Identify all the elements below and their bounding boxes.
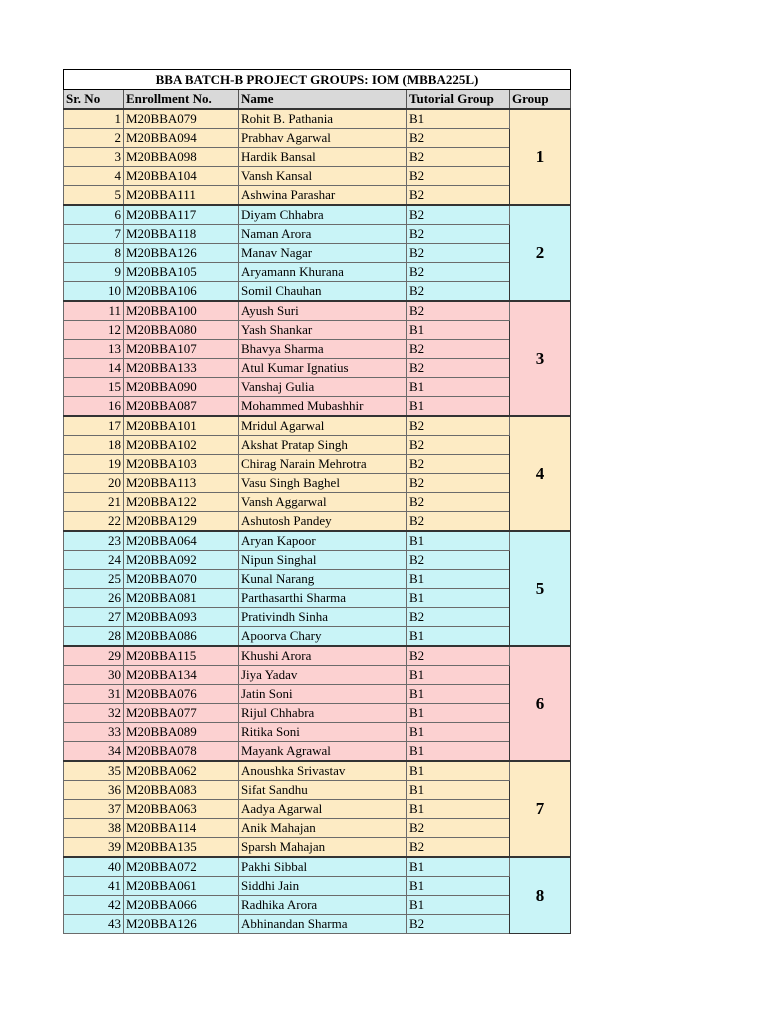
table-row [64, 627, 571, 647]
table-row [64, 857, 571, 877]
cell-name[interactable]: Vanshaj Gulia [239, 378, 407, 397]
cell-sr-no[interactable]: 19 [64, 455, 124, 474]
cell-enrollment-no[interactable]: M20BBA083 [124, 781, 239, 800]
cell-name[interactable]: Mridul Agarwal [239, 416, 407, 436]
header-group[interactable]: Group [510, 90, 571, 110]
table-row [64, 704, 571, 723]
cell-group-number[interactable]: 5 [510, 531, 571, 646]
table-row [64, 608, 571, 627]
header-tutorial-group[interactable]: Tutorial Group [407, 90, 510, 110]
cell-tutorial-group[interactable]: B2 [407, 148, 510, 167]
cell-name[interactable]: Pakhi Sibbal [239, 857, 407, 877]
cell-enrollment-no[interactable]: M20BBA061 [124, 877, 239, 896]
cell-tutorial-group[interactable]: B2 [407, 225, 510, 244]
cell-enrollment-no[interactable]: M20BBA134 [124, 666, 239, 685]
header-row [64, 90, 571, 110]
cell-name[interactable]: Ayush Suri [239, 301, 407, 321]
table-row [64, 551, 571, 570]
cell-sr-no[interactable]: 22 [64, 512, 124, 532]
cell-tutorial-group[interactable]: B2 [407, 838, 510, 858]
cell-sr-no[interactable]: 5 [64, 186, 124, 206]
table-row [64, 474, 571, 493]
cell-name[interactable]: Jiya Yadav [239, 666, 407, 685]
table-row [64, 225, 571, 244]
cell-enrollment-no[interactable]: M20BBA078 [124, 742, 239, 762]
cell-tutorial-group[interactable]: B1 [407, 397, 510, 417]
table-row [64, 838, 571, 858]
table-row [64, 378, 571, 397]
cell-tutorial-group[interactable]: B1 [407, 742, 510, 762]
cell-tutorial-group[interactable]: B2 [407, 474, 510, 493]
cell-sr-no[interactable]: 8 [64, 244, 124, 263]
table-row [64, 186, 571, 206]
cell-enrollment-no[interactable]: M20BBA113 [124, 474, 239, 493]
cell-tutorial-group[interactable]: B1 [407, 896, 510, 915]
cell-sr-no[interactable]: 33 [64, 723, 124, 742]
cell-tutorial-group[interactable]: B1 [407, 627, 510, 647]
cell-tutorial-group[interactable]: B2 [407, 263, 510, 282]
cell-name[interactable]: Parthasarthi Sharma [239, 589, 407, 608]
table-row [64, 397, 571, 417]
cell-enrollment-no[interactable]: M20BBA107 [124, 340, 239, 359]
cell-tutorial-group[interactable]: B2 [407, 244, 510, 263]
cell-sr-no[interactable]: 38 [64, 819, 124, 838]
cell-enrollment-no[interactable]: M20BBA114 [124, 819, 239, 838]
header-name[interactable]: Name [239, 90, 407, 110]
cell-group-number[interactable]: 7 [510, 761, 571, 857]
table-row [64, 646, 571, 666]
cell-tutorial-group[interactable]: B1 [407, 589, 510, 608]
cell-sr-no[interactable]: 40 [64, 857, 124, 877]
cell-enrollment-no[interactable]: M20BBA092 [124, 551, 239, 570]
cell-sr-no[interactable]: 11 [64, 301, 124, 321]
cell-enrollment-no[interactable]: M20BBA062 [124, 761, 239, 781]
cell-name[interactable]: Nipun Singhal [239, 551, 407, 570]
cell-sr-no[interactable]: 37 [64, 800, 124, 819]
header-sr-no[interactable]: Sr. No [64, 90, 124, 110]
cell-tutorial-group[interactable]: B1 [407, 877, 510, 896]
spreadsheet [63, 69, 570, 934]
cell-sr-no[interactable]: 1 [64, 109, 124, 129]
cell-name[interactable]: Anik Mahajan [239, 819, 407, 838]
cell-enrollment-no[interactable]: M20BBA080 [124, 321, 239, 340]
cell-sr-no[interactable]: 16 [64, 397, 124, 417]
cell-sr-no[interactable]: 28 [64, 627, 124, 647]
table-row [64, 742, 571, 762]
cell-sr-no[interactable]: 10 [64, 282, 124, 302]
table-body [64, 109, 571, 934]
table-row [64, 723, 571, 742]
cell-tutorial-group[interactable]: B1 [407, 531, 510, 551]
cell-name[interactable]: Diyam Chhabra [239, 205, 407, 225]
cell-enrollment-no[interactable]: M20BBA129 [124, 512, 239, 532]
cell-enrollment-no[interactable]: M20BBA122 [124, 493, 239, 512]
cell-sr-no[interactable]: 36 [64, 781, 124, 800]
cell-tutorial-group[interactable]: B2 [407, 493, 510, 512]
cell-name[interactable]: Anoushka Srivastav [239, 761, 407, 781]
cell-sr-no[interactable]: 35 [64, 761, 124, 781]
header-enrollment-no[interactable]: Enrollment No. [124, 90, 239, 110]
cell-tutorial-group[interactable]: B1 [407, 570, 510, 589]
cell-sr-no[interactable]: 15 [64, 378, 124, 397]
cell-tutorial-group[interactable]: B1 [407, 704, 510, 723]
table-row [64, 455, 571, 474]
cell-sr-no[interactable]: 17 [64, 416, 124, 436]
cell-name[interactable]: Ritika Soni [239, 723, 407, 742]
cell-enrollment-no[interactable]: M20BBA133 [124, 359, 239, 378]
cell-enrollment-no[interactable]: M20BBA104 [124, 167, 239, 186]
cell-tutorial-group[interactable]: B1 [407, 109, 510, 129]
cell-sr-no[interactable]: 31 [64, 685, 124, 704]
table-row [64, 244, 571, 263]
cell-name[interactable]: Atul Kumar Ignatius [239, 359, 407, 378]
cell-sr-no[interactable]: 14 [64, 359, 124, 378]
cell-sr-no[interactable]: 13 [64, 340, 124, 359]
cell-sr-no[interactable]: 41 [64, 877, 124, 896]
table-row [64, 436, 571, 455]
cell-sr-no[interactable]: 32 [64, 704, 124, 723]
cell-tutorial-group[interactable]: B1 [407, 321, 510, 340]
table-row [64, 781, 571, 800]
cell-tutorial-group[interactable]: B1 [407, 666, 510, 685]
cell-tutorial-group[interactable]: B2 [407, 551, 510, 570]
cell-tutorial-group[interactable]: B2 [407, 167, 510, 186]
cell-enrollment-no[interactable]: M20BBA105 [124, 263, 239, 282]
cell-tutorial-group[interactable]: B2 [407, 455, 510, 474]
table-row [64, 800, 571, 819]
table-row [64, 493, 571, 512]
cell-sr-no[interactable]: 42 [64, 896, 124, 915]
table-row [64, 416, 571, 436]
cell-tutorial-group[interactable]: B1 [407, 685, 510, 704]
cell-name[interactable]: Ashutosh Pandey [239, 512, 407, 532]
cell-name[interactable]: Aryamann Khurana [239, 263, 407, 282]
cell-name[interactable]: Kunal Narang [239, 570, 407, 589]
cell-enrollment-no[interactable]: M20BBA076 [124, 685, 239, 704]
cell-enrollment-no[interactable]: M20BBA101 [124, 416, 239, 436]
cell-enrollment-no[interactable]: M20BBA126 [124, 244, 239, 263]
cell-sr-no[interactable]: 24 [64, 551, 124, 570]
cell-tutorial-group[interactable]: B2 [407, 340, 510, 359]
cell-enrollment-no[interactable]: M20BBA081 [124, 589, 239, 608]
table-row [64, 301, 571, 321]
cell-sr-no[interactable]: 23 [64, 531, 124, 551]
cell-enrollment-no[interactable]: M20BBA100 [124, 301, 239, 321]
cell-enrollment-no[interactable]: M20BBA070 [124, 570, 239, 589]
cell-tutorial-group[interactable]: B2 [407, 436, 510, 455]
cell-name[interactable]: Vasu Singh Baghel [239, 474, 407, 493]
cell-enrollment-no[interactable]: M20BBA066 [124, 896, 239, 915]
cell-name[interactable]: Naman Arora [239, 225, 407, 244]
cell-name[interactable]: Bhavya Sharma [239, 340, 407, 359]
cell-tutorial-group[interactable]: B1 [407, 800, 510, 819]
cell-sr-no[interactable]: 2 [64, 129, 124, 148]
table-row [64, 148, 571, 167]
cell-name[interactable]: Radhika Arora [239, 896, 407, 915]
title-row [64, 70, 571, 90]
table-row [64, 359, 571, 378]
cell-sr-no[interactable]: 30 [64, 666, 124, 685]
cell-sr-no[interactable]: 39 [64, 838, 124, 858]
cell-enrollment-no[interactable]: M20BBA079 [124, 109, 239, 129]
cell-name[interactable]: Vansh Kansal [239, 167, 407, 186]
table-row [64, 685, 571, 704]
cell-enrollment-no[interactable]: M20BBA077 [124, 704, 239, 723]
cell-enrollment-no[interactable]: M20BBA098 [124, 148, 239, 167]
cell-tutorial-group[interactable]: B1 [407, 857, 510, 877]
cell-enrollment-no[interactable]: M20BBA126 [124, 915, 239, 934]
cell-tutorial-group[interactable]: B1 [407, 781, 510, 800]
cell-tutorial-group[interactable]: B2 [407, 512, 510, 532]
cell-tutorial-group[interactable]: B2 [407, 608, 510, 627]
cell-tutorial-group[interactable]: B2 [407, 282, 510, 302]
cell-group-number[interactable]: 2 [510, 205, 571, 301]
cell-name[interactable]: Hardik Bansal [239, 148, 407, 167]
cell-name[interactable]: Ashwina Parashar [239, 186, 407, 206]
cell-group-number[interactable]: 6 [510, 646, 571, 761]
cell-tutorial-group[interactable]: B2 [407, 915, 510, 934]
table-row [64, 282, 571, 302]
cell-sr-no[interactable]: 43 [64, 915, 124, 934]
cell-enrollment-no[interactable]: M20BBA111 [124, 186, 239, 206]
table-row [64, 205, 571, 225]
cell-name[interactable]: Sparsh Mahajan [239, 838, 407, 858]
cell-group-number[interactable]: 8 [510, 857, 571, 934]
table-row [64, 896, 571, 915]
cell-group-number[interactable]: 4 [510, 416, 571, 531]
cell-name[interactable]: Prativindh Sinha [239, 608, 407, 627]
table-row [64, 321, 571, 340]
cell-name[interactable]: Abhinandan Sharma [239, 915, 407, 934]
table-row [64, 589, 571, 608]
cell-enrollment-no[interactable]: M20BBA090 [124, 378, 239, 397]
cell-name[interactable]: Mohammed Mubashhir [239, 397, 407, 417]
table-row [64, 915, 571, 934]
cell-sr-no[interactable]: 34 [64, 742, 124, 762]
cell-tutorial-group[interactable]: B2 [407, 186, 510, 206]
cell-sr-no[interactable]: 20 [64, 474, 124, 493]
cell-name[interactable]: Jatin Soni [239, 685, 407, 704]
cell-sr-no[interactable]: 9 [64, 263, 124, 282]
cell-enrollment-no[interactable]: M20BBA064 [124, 531, 239, 551]
cell-tutorial-group[interactable]: B2 [407, 416, 510, 436]
cell-enrollment-no[interactable]: M20BBA072 [124, 857, 239, 877]
cell-tutorial-group[interactable]: B2 [407, 359, 510, 378]
table-row [64, 761, 571, 781]
cell-tutorial-group[interactable]: B1 [407, 378, 510, 397]
cell-enrollment-no[interactable]: M20BBA089 [124, 723, 239, 742]
cell-enrollment-no[interactable]: M20BBA106 [124, 282, 239, 302]
cell-tutorial-group[interactable]: B2 [407, 129, 510, 148]
cell-tutorial-group[interactable]: B1 [407, 723, 510, 742]
table-row [64, 666, 571, 685]
table-row [64, 340, 571, 359]
cell-group-number[interactable]: 1 [510, 109, 571, 205]
cell-sr-no[interactable]: 3 [64, 148, 124, 167]
cell-tutorial-group[interactable]: B1 [407, 761, 510, 781]
cell-tutorial-group[interactable]: B2 [407, 301, 510, 321]
cell-name[interactable]: Rohit B. Pathania [239, 109, 407, 129]
cell-name[interactable]: Rijul Chhabra [239, 704, 407, 723]
cell-sr-no[interactable]: 6 [64, 205, 124, 225]
cell-enrollment-no[interactable]: M20BBA086 [124, 627, 239, 647]
cell-sr-no[interactable]: 26 [64, 589, 124, 608]
table-row [64, 570, 571, 589]
cell-enrollment-no[interactable]: M20BBA135 [124, 838, 239, 858]
cell-name[interactable]: Prabhav Agarwal [239, 129, 407, 148]
cell-name[interactable]: Somil Chauhan [239, 282, 407, 302]
cell-name[interactable]: Aryan Kapoor [239, 531, 407, 551]
cell-enrollment-no[interactable]: M20BBA093 [124, 608, 239, 627]
cell-name[interactable]: Khushi Arora [239, 646, 407, 666]
cell-name[interactable]: Chirag Narain Mehrotra [239, 455, 407, 474]
table-row [64, 263, 571, 282]
cell-sr-no[interactable]: 7 [64, 225, 124, 244]
cell-enrollment-no[interactable]: M20BBA087 [124, 397, 239, 417]
cell-sr-no[interactable]: 27 [64, 608, 124, 627]
cell-name[interactable]: Aadya Agarwal [239, 800, 407, 819]
cell-name[interactable]: Yash Shankar [239, 321, 407, 340]
cell-sr-no[interactable]: 25 [64, 570, 124, 589]
table-row [64, 531, 571, 551]
cell-enrollment-no[interactable]: M20BBA102 [124, 436, 239, 455]
table-row [64, 877, 571, 896]
cell-name[interactable]: Siddhi Jain [239, 877, 407, 896]
cell-name[interactable]: Apoorva Chary [239, 627, 407, 647]
cell-enrollment-no[interactable]: M20BBA094 [124, 129, 239, 148]
cell-enrollment-no[interactable]: M20BBA115 [124, 646, 239, 666]
cell-enrollment-no[interactable]: M20BBA103 [124, 455, 239, 474]
table-row [64, 109, 571, 129]
table-row [64, 167, 571, 186]
cell-sr-no[interactable]: 18 [64, 436, 124, 455]
project-groups-table [63, 69, 571, 934]
cell-sr-no[interactable]: 12 [64, 321, 124, 340]
cell-tutorial-group[interactable]: B2 [407, 819, 510, 838]
cell-sr-no[interactable]: 21 [64, 493, 124, 512]
cell-sr-no[interactable]: 29 [64, 646, 124, 666]
cell-name[interactable]: Vansh Aggarwal [239, 493, 407, 512]
cell-enrollment-no[interactable]: M20BBA117 [124, 205, 239, 225]
cell-sr-no[interactable]: 4 [64, 167, 124, 186]
cell-tutorial-group[interactable]: B2 [407, 205, 510, 225]
cell-enrollment-no[interactable]: M20BBA063 [124, 800, 239, 819]
cell-tutorial-group[interactable]: B2 [407, 646, 510, 666]
cell-name[interactable]: Akshat Pratap Singh [239, 436, 407, 455]
cell-name[interactable]: Mayank Agrawal [239, 742, 407, 762]
sheet-title: BBA BATCH-B PROJECT GROUPS: IOM (MBBA225L) [64, 70, 571, 90]
cell-enrollment-no[interactable]: M20BBA118 [124, 225, 239, 244]
cell-group-number[interactable]: 3 [510, 301, 571, 416]
cell-name[interactable]: Manav Nagar [239, 244, 407, 263]
table-row [64, 819, 571, 838]
table-row [64, 512, 571, 532]
table-row [64, 129, 571, 148]
cell-name[interactable]: Sifat Sandhu [239, 781, 407, 800]
